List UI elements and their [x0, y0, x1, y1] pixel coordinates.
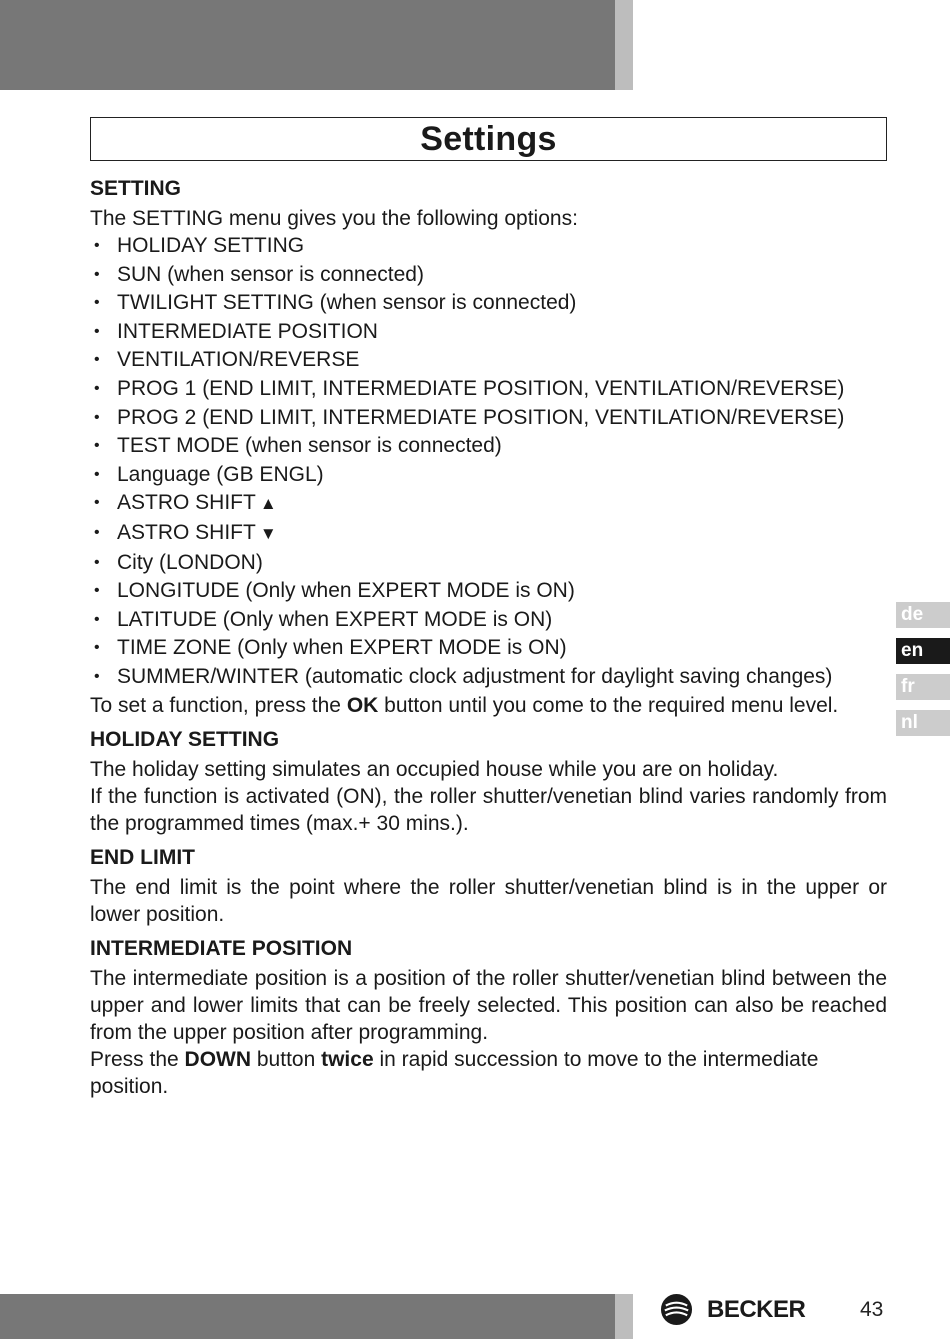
list-item: • TWILIGHT SETTING (when sensor is connected) [94, 291, 577, 315]
setting-options-list [90, 232, 887, 692]
page-content [90, 117, 887, 1100]
tab-en[interactable]: en [896, 638, 950, 664]
list-item: • VENTILATION/REVERSE [94, 348, 360, 372]
footer-bar [0, 1294, 615, 1339]
list-item: • City (LONDON) [94, 550, 263, 574]
list-item: • HOLIDAY SETTING [94, 234, 305, 257]
brand-logo [660, 1293, 805, 1326]
tab-de[interactable]: de [896, 602, 950, 628]
list-item: • PROG 2 (END LIMIT, INTERMEDIATE POSITION, VENTILATION/REVERSE) [94, 405, 845, 429]
arrow-up-icon: ▲ [259, 494, 277, 514]
footer-bar-edge [615, 1294, 633, 1339]
language-tabs [896, 602, 950, 746]
arrow-down-icon: ▼ [259, 523, 277, 543]
list-item: • PROG 1 (END LIMIT, INTERMEDIATE POSITION, VENTILATION/REVERSE) [94, 376, 845, 400]
section-heading-end-limit: END LIMIT [90, 845, 195, 869]
section-heading-setting: SETTING [90, 177, 182, 200]
holiday-text-2: If the function is activated (ON), the roller shutter/venetian blind varies randomly from the programmed times (max.+ 30 mins.). [90, 784, 887, 835]
list-item: • ASTRO SHIFT ▼ [94, 520, 277, 544]
list-item: • SUMMER/WINTER (automatic clock adjustment for daylight saving changes) [94, 664, 833, 688]
setting-intro: The SETTING menu gives you the following options: [90, 207, 578, 230]
list-item: • ASTRO SHIFT ▲ [94, 491, 277, 515]
section-heading-intermediate: INTERMEDIATE POSITION [90, 936, 353, 960]
becker-logo-icon [660, 1293, 693, 1326]
tab-nl[interactable]: nl [896, 710, 950, 736]
intermediate-text-1: The intermediate position is a position of the roller shutter/venetian blind between the upper and lower limits that can be freely selected. This position can also be reached from the upper position after programming. [90, 966, 887, 1044]
header-bar-edge [615, 0, 633, 90]
list-item: • LONGITUDE (Only when EXPERT MODE is ON) [94, 579, 575, 603]
holiday-text-1: The holiday setting simulates an occupied house while you are on holiday. [90, 757, 779, 781]
page-number: 43 [860, 1298, 884, 1321]
tab-fr[interactable]: fr [896, 674, 950, 700]
header-bar [0, 0, 615, 90]
list-item: • LATITUDE (Only when EXPERT MODE is ON) [94, 607, 553, 631]
list-item: • Language (GB ENGL) [94, 462, 324, 486]
intermediate-text-2: Press the DOWN button twice in rapid succession to move to the intermediate position. [90, 1047, 819, 1098]
list-item: • INTERMEDIATE POSITION [94, 319, 378, 343]
page-title: Settings [90, 117, 887, 161]
list-item: • TEST MODE (when sensor is connected) [94, 434, 502, 458]
brand-name: BECKER [707, 1295, 806, 1323]
list-item: • TIME ZONE (Only when EXPERT MODE is ON) [94, 636, 567, 660]
section-heading-holiday: HOLIDAY SETTING [90, 727, 280, 751]
end-limit-text: The end limit is the point where the roller shutter/venetian blind is in the upper or lower position. [90, 875, 887, 926]
list-item: • SUN (when sensor is connected) [94, 262, 424, 286]
setting-outro: To set a function, press the OK button until you come to the required menu level. [90, 693, 839, 717]
